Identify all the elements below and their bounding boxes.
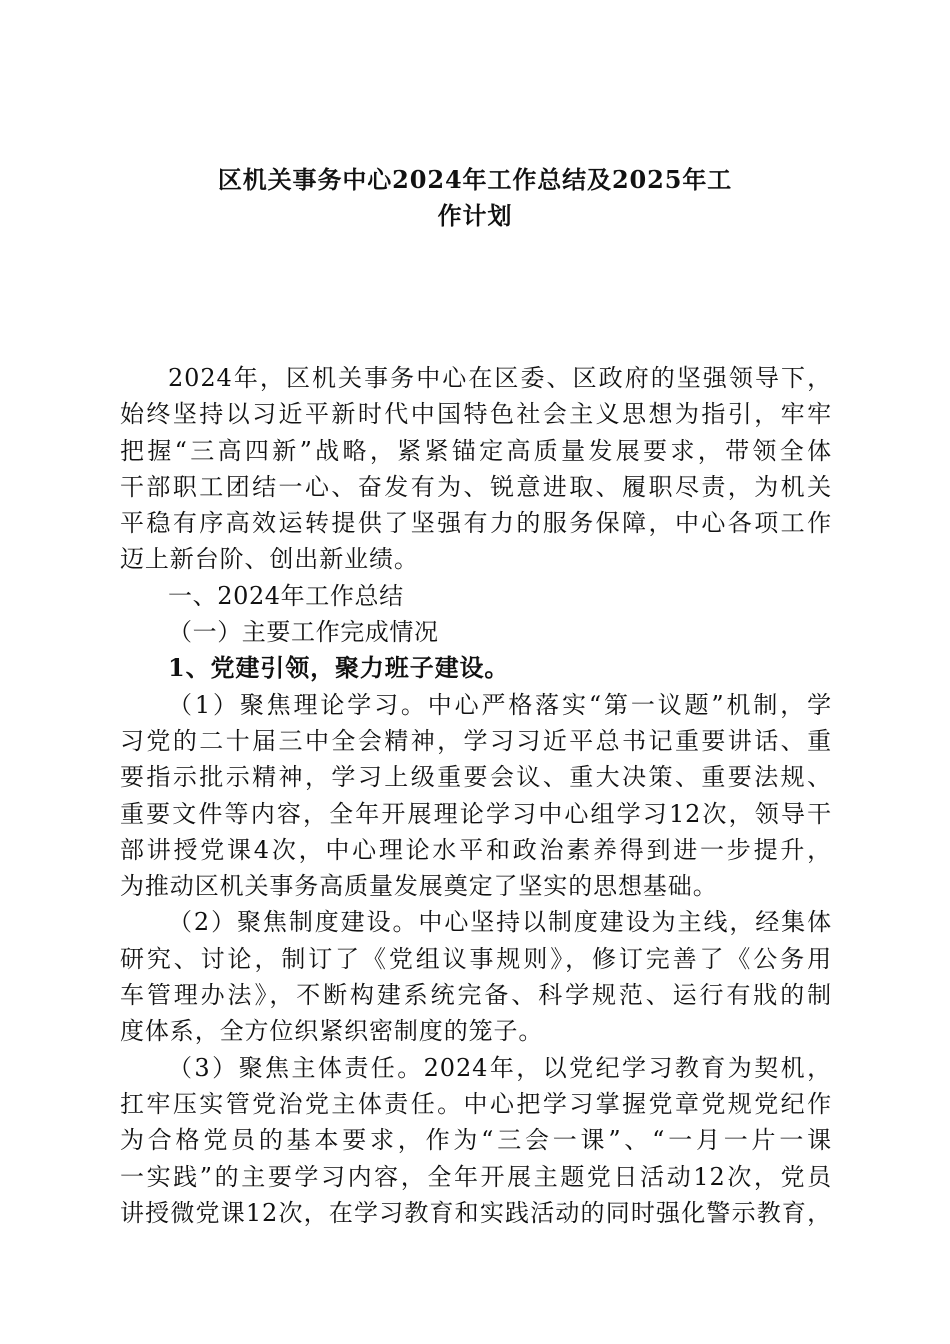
paragraph-line: 重要文件等内容，全年开展理论学习中心组学习12次，领导干 (120, 799, 832, 828)
document-title (110, 162, 840, 235)
paragraph-line: 为推动区机关事务高质量发展奠定了坚实的思想基础。 (120, 872, 718, 901)
paragraph-line: （3）聚焦主体责任。2024年，以党纪学习教育为契机， (168, 1053, 832, 1082)
paragraph-line: 度体系，全方位织紧织密制度的笼子。 (120, 1017, 544, 1046)
paragraph-line: 车管理办法》，不断构建系统完备、科学规范、运行有戕的制 (120, 981, 832, 1010)
main-responsibility-paragraph (120, 1050, 832, 1231)
paragraph-line: 迈上新台阶、创出新业绩。 (120, 545, 419, 574)
section-heading: 一、2024年工作总结 (168, 581, 404, 610)
paragraph-line: 一实践”的主要学习内容，全年开展主题党日活动12次，党员 (120, 1162, 832, 1191)
paragraph-line: 要指示批示精神，学习上级重要会议、重大决策、重要法规、 (120, 763, 832, 792)
paragraph-line: 把握“三高四新”战略，紧紧锚定高质量发展要求，带领全体 (120, 436, 832, 465)
paragraph-line: 为合格党员的基本要求，作为“三会一课”、“一月一片一课 (120, 1126, 832, 1155)
paragraph-line: （1）聚焦理论学习。中心严格落实“第一议题”机制，学 (168, 690, 832, 719)
title-line: 作计划 (437, 201, 513, 231)
paragraph-line: 讲授微党课12次，在学习教育和实践活动的同时强化警示教育， (120, 1198, 832, 1227)
intro-paragraph (120, 360, 832, 578)
paragraph-line: 平稳有序高效运转提供了坚强有力的服务保障，中心各项工作 (120, 509, 832, 538)
paragraph-line: 干部职工团结一心、奋发有为、锐意进取、履职尽责，为机关 (120, 472, 832, 501)
paragraph-line: 习党的二十届三中全会精神，学习习近平总书记重要讲话、重 (120, 726, 832, 755)
paragraph-line: 始终坚持以习近平新时代中国特色社会主义思想为指引，牢牢 (120, 400, 832, 429)
paragraph-line: 研究、讨论，制订了《党组议事规则》，修订完善了《公务用 (120, 944, 832, 973)
paragraph-line: 扛牢压实管党治党主体责任。中心把学习掌握党章党规党纪作 (120, 1089, 832, 1118)
paragraph-line: 部讲授党课4次，中心理论水平和政治素养得到进一步提升， (120, 835, 832, 864)
title-line: 区机关事务中心2024年工作总结及2025年工 (217, 165, 733, 194)
paragraph-line: 2024年，区机关事务中心在区委、区政府的坚强领导下， (168, 364, 832, 392)
paragraph-line: （2）聚焦制度建设。中心坚持以制度建设为主线，经集体 (168, 908, 832, 937)
item-heading: 1、党建引领，聚力班子建设。 (168, 653, 510, 683)
document-body (120, 360, 832, 1231)
theory-study-paragraph (120, 687, 832, 905)
subsection-heading: （一）主要工作完成情况 (168, 618, 439, 647)
system-building-paragraph (120, 904, 832, 1049)
